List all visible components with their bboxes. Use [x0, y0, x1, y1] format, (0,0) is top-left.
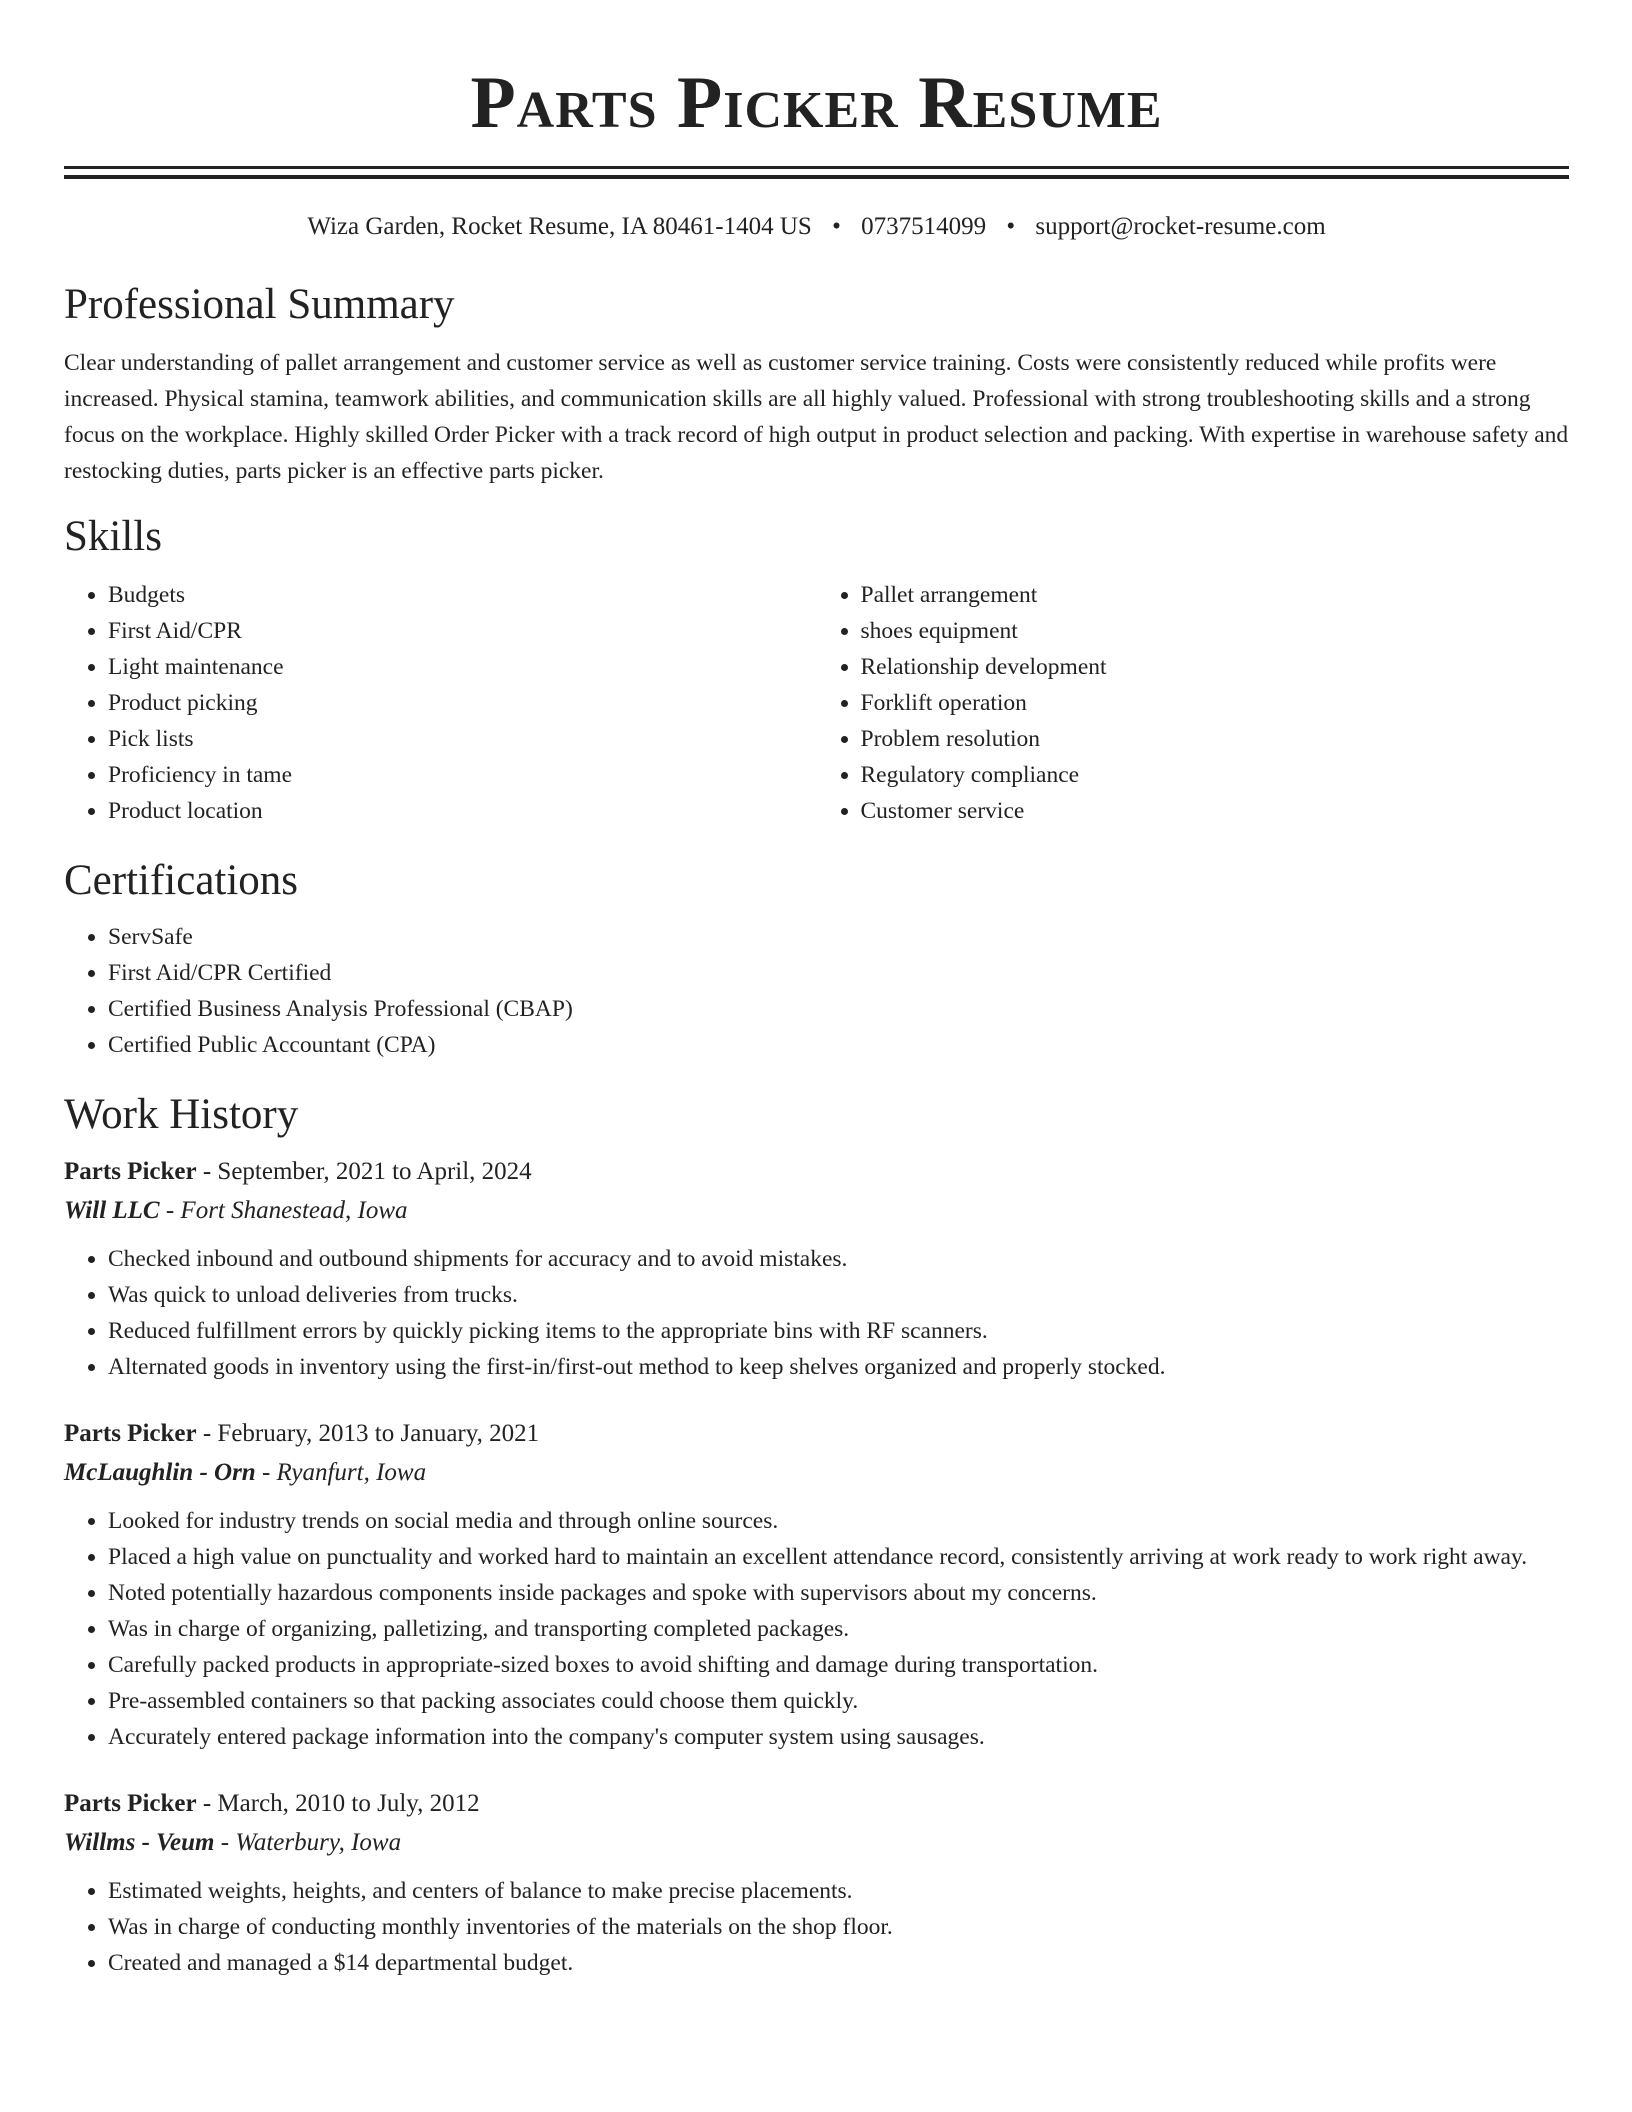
skill-item: • Forklift operation — [861, 685, 1570, 721]
job-header — [64, 1153, 1569, 1191]
job-title: Parts Picker — [64, 1420, 197, 1447]
job-bullet: • Estimated weights, heights, and centers of balance to make precise placements. — [108, 1873, 1569, 1909]
skill-item: • Proficiency in tame — [108, 757, 817, 793]
job-title: Parts Picker — [64, 1158, 197, 1185]
job-bullet: • Checked inbound and outbound shipments for accuracy and to avoid mistakes. — [108, 1241, 1569, 1277]
job-bullets — [64, 1503, 1569, 1755]
job-bullet: • Reduced fulfillment errors by quickly picking items to the appropriate bins with RF scanners. — [108, 1313, 1569, 1349]
job-bullet: • Pre-assembled containers so that packing associates could choose them quickly. — [108, 1683, 1569, 1719]
job-bullet: • Looked for industry trends on social media and through online sources. — [108, 1503, 1569, 1539]
job-entry — [64, 1785, 1569, 1981]
job-company-line — [64, 1453, 1569, 1493]
job-bullet: • Created and managed a $14 departmental budget. — [108, 1945, 1569, 1981]
skills-list-right — [817, 577, 1570, 829]
job-entry — [64, 1415, 1569, 1755]
contact-email[interactable]: support@rocket-resume.com — [1035, 213, 1326, 240]
job-bullets — [64, 1241, 1569, 1385]
skill-item: • Pallet arrangement — [861, 577, 1570, 613]
contact-address: Wiza Garden, Rocket Resume, IA 80461-1404 US — [307, 213, 812, 240]
job-entry — [64, 1153, 1569, 1385]
job-company-line — [64, 1191, 1569, 1231]
skill-item: • shoes equipment — [861, 613, 1570, 649]
contact-phone: 0737514099 — [861, 213, 987, 240]
certification-item: • ServSafe — [108, 919, 1569, 955]
job-location: - Fort Shanestead, Iowa — [159, 1197, 408, 1224]
job-bullet: • Noted potentially hazardous components inside packages and spoke with supervisors about my concerns. — [108, 1575, 1569, 1611]
skills-heading: Skills — [64, 513, 162, 560]
resume-title: Parts Picker Resume — [470, 62, 1163, 144]
contact-line — [64, 211, 1569, 243]
certification-item: • Certified Business Analysis Professional (CBAP) — [108, 991, 1569, 1027]
job-bullet: • Was in charge of organizing, palletizing, and transporting completed packages. — [108, 1611, 1569, 1647]
skills-list-left — [64, 577, 817, 829]
title-rule-top — [64, 166, 1569, 169]
skill-item: • Light maintenance — [108, 649, 817, 685]
job-company-line — [64, 1823, 1569, 1863]
job-bullet: • Carefully packed products in appropriate-sized boxes to avoid shifting and damage during transportation. — [108, 1647, 1569, 1683]
job-bullets — [64, 1873, 1569, 1981]
skill-item: • First Aid/CPR — [108, 613, 817, 649]
skills-columns — [64, 577, 1569, 829]
skill-item: • Regulatory compliance — [861, 757, 1570, 793]
job-dates: - September, 2021 to April, 2024 — [196, 1158, 532, 1185]
job-bullet: • Placed a high value on punctuality and worked hard to maintain an excellent attendance record, consistently arriving at work ready to work right away. — [108, 1539, 1569, 1575]
skill-item: • Budgets — [108, 577, 817, 613]
skill-item: • Product picking — [108, 685, 817, 721]
job-header — [64, 1415, 1569, 1453]
skill-item: • Relationship development — [861, 649, 1570, 685]
skill-item: • Customer service — [861, 793, 1570, 829]
job-dates: - March, 2010 to July, 2012 — [196, 1790, 480, 1817]
certification-item: • Certified Public Accountant (CPA) — [108, 1027, 1569, 1063]
work-history-heading: Work History — [64, 1091, 299, 1138]
skill-item: • Problem resolution — [861, 721, 1570, 757]
contact-separator: • — [832, 213, 841, 240]
summary-heading: Professional Summary — [64, 281, 455, 328]
certification-item: • First Aid/CPR Certified — [108, 955, 1569, 991]
contact-separator: • — [1006, 213, 1016, 240]
job-company: Will LLC — [64, 1197, 160, 1224]
certifications-heading: Certifications — [64, 857, 299, 904]
skill-item: • Product location — [108, 793, 817, 829]
job-bullet: • Was in charge of conducting monthly inventories of the materials on the shop floor. — [108, 1909, 1569, 1945]
certifications-list — [64, 919, 1569, 1063]
job-bullet: • Was quick to unload deliveries from trucks. — [108, 1277, 1569, 1313]
job-location: - Ryanfurt, Iowa — [255, 1459, 427, 1486]
job-title: Parts Picker — [64, 1790, 197, 1817]
job-header — [64, 1785, 1569, 1823]
job-company: Willms - Veum — [64, 1829, 215, 1856]
job-dates: - February, 2013 to January, 2021 — [196, 1420, 540, 1447]
job-location: - Waterbury, Iowa — [214, 1829, 402, 1856]
job-company: McLaughlin - Orn — [64, 1459, 256, 1486]
skill-item: • Pick lists — [108, 721, 817, 757]
job-bullet: • Accurately entered package information into the company's computer system using sausages. — [108, 1719, 1569, 1755]
resume-content — [64, 0, 1569, 1981]
title-rule-bottom — [64, 175, 1569, 179]
summary-text: Clear understanding of pallet arrangement and customer service as well as customer service training. Costs were consistently reduced while profits were increased. Physical stamina, teamwork abilities, and communication skills are all highly valued. Professional with strong troubleshooting skills and a strong focus on the workplace. Highly skilled Order Picker with a track record of high output in product selection and packing. With expertise in warehouse safety and restocking duties, parts picker is an effective parts picker. — [64, 350, 1569, 484]
job-bullet: • Alternated goods in inventory using the first-in/first-out method to keep shelves organized and properly stocked. — [108, 1349, 1569, 1385]
